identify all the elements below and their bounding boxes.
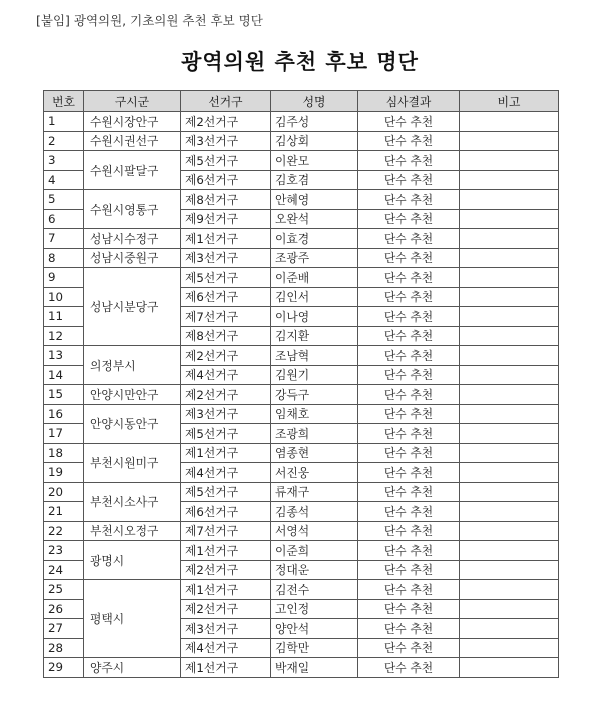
district-cell: 제6선거구 — [181, 170, 271, 190]
district-cell: 제2선거구 — [181, 112, 271, 132]
row-number: 11 — [44, 307, 84, 327]
row-number: 17 — [44, 424, 84, 444]
table-row — [44, 112, 559, 132]
candidate-name: 김원기 — [271, 365, 358, 385]
column-header-city: 구시군 — [84, 91, 181, 112]
review-result: 단수 추천 — [358, 307, 460, 327]
candidate-name: 오완석 — [271, 209, 358, 229]
note-cell — [460, 365, 559, 385]
row-number: 26 — [44, 599, 84, 619]
review-result: 단수 추천 — [358, 170, 460, 190]
table-row — [44, 248, 559, 268]
review-result: 단수 추천 — [358, 346, 460, 366]
row-number: 20 — [44, 482, 84, 502]
candidate-name: 양안석 — [271, 619, 358, 639]
review-result: 단수 추천 — [358, 658, 460, 678]
row-number: 12 — [44, 326, 84, 346]
table-row — [44, 385, 559, 405]
city-cell: 수원시권선구 — [84, 131, 181, 151]
district-cell: 제3선거구 — [181, 248, 271, 268]
city-cell: 수원시영통구 — [84, 190, 181, 229]
district-cell: 제2선거구 — [181, 346, 271, 366]
row-number: 23 — [44, 541, 84, 561]
note-cell — [460, 443, 559, 463]
row-number: 15 — [44, 385, 84, 405]
row-number: 14 — [44, 365, 84, 385]
district-cell: 제2선거구 — [181, 560, 271, 580]
review-result: 단수 추천 — [358, 229, 460, 249]
review-result: 단수 추천 — [358, 599, 460, 619]
column-header-note: 비고 — [460, 91, 559, 112]
candidate-name: 조광희 — [271, 424, 358, 444]
district-cell: 제4선거구 — [181, 365, 271, 385]
city-cell: 수원시팔달구 — [84, 151, 181, 190]
note-cell — [460, 482, 559, 502]
candidate-table — [43, 90, 559, 678]
row-number: 13 — [44, 346, 84, 366]
candidate-name: 박재일 — [271, 658, 358, 678]
note-cell — [460, 424, 559, 444]
review-result: 단수 추천 — [358, 463, 460, 483]
candidate-name: 서진웅 — [271, 463, 358, 483]
review-result: 단수 추천 — [358, 560, 460, 580]
note-cell — [460, 521, 559, 541]
review-result: 단수 추천 — [358, 365, 460, 385]
district-cell: 제3선거구 — [181, 404, 271, 424]
row-number: 7 — [44, 229, 84, 249]
row-number: 21 — [44, 502, 84, 522]
district-cell: 제8선거구 — [181, 190, 271, 210]
candidate-name: 임채호 — [271, 404, 358, 424]
note-cell — [460, 190, 559, 210]
candidate-name: 정대운 — [271, 560, 358, 580]
candidate-name: 김지환 — [271, 326, 358, 346]
row-number: 25 — [44, 580, 84, 600]
candidate-name: 서영석 — [271, 521, 358, 541]
attachment-label: [붙임] 광역의원, 기초의원 추천 후보 명단 — [36, 13, 263, 28]
document-title: 광역의원 추천 후보 명단 — [181, 49, 419, 74]
review-result: 단수 추천 — [358, 580, 460, 600]
review-result: 단수 추천 — [358, 287, 460, 307]
note-cell — [460, 502, 559, 522]
review-result: 단수 추천 — [358, 385, 460, 405]
candidate-name: 조남혁 — [271, 346, 358, 366]
table-row — [44, 229, 559, 249]
row-number: 5 — [44, 190, 84, 210]
review-result: 단수 추천 — [358, 151, 460, 171]
row-number: 9 — [44, 268, 84, 288]
review-result: 단수 추천 — [358, 443, 460, 463]
note-cell — [460, 404, 559, 424]
row-number: 4 — [44, 170, 84, 190]
review-result: 단수 추천 — [358, 190, 460, 210]
district-cell: 제9선거구 — [181, 209, 271, 229]
review-result: 단수 추천 — [358, 248, 460, 268]
table-row — [44, 482, 559, 502]
note-cell — [460, 209, 559, 229]
note-cell — [460, 638, 559, 658]
review-result: 단수 추천 — [358, 619, 460, 639]
review-result: 단수 추천 — [358, 131, 460, 151]
district-cell: 제1선거구 — [181, 541, 271, 561]
district-cell: 제3선거구 — [181, 131, 271, 151]
candidate-name: 김상회 — [271, 131, 358, 151]
column-header-result: 심사결과 — [358, 91, 460, 112]
table-row — [44, 346, 559, 366]
candidate-name: 강득구 — [271, 385, 358, 405]
city-cell: 안양시만안구 — [84, 385, 181, 405]
note-cell — [460, 580, 559, 600]
district-cell: 제8선거구 — [181, 326, 271, 346]
table-row — [44, 131, 559, 151]
candidate-name: 이준배 — [271, 268, 358, 288]
row-number: 8 — [44, 248, 84, 268]
table-row — [44, 658, 559, 678]
candidate-name: 김호겸 — [271, 170, 358, 190]
table-row — [44, 580, 559, 600]
row-number: 28 — [44, 638, 84, 658]
candidate-name: 김주성 — [271, 112, 358, 132]
candidate-name: 김전수 — [271, 580, 358, 600]
district-cell: 제6선거구 — [181, 287, 271, 307]
review-result: 단수 추천 — [358, 209, 460, 229]
candidate-name: 이준희 — [271, 541, 358, 561]
row-number: 6 — [44, 209, 84, 229]
candidate-name: 이나영 — [271, 307, 358, 327]
city-cell: 성남시중원구 — [84, 248, 181, 268]
note-cell — [460, 560, 559, 580]
review-result: 단수 추천 — [358, 482, 460, 502]
city-cell: 의정부시 — [84, 346, 181, 385]
row-number: 10 — [44, 287, 84, 307]
district-cell: 제7선거구 — [181, 307, 271, 327]
city-cell: 수원시장안구 — [84, 112, 181, 132]
table-row — [44, 404, 559, 424]
note-cell — [460, 658, 559, 678]
candidate-name: 이완모 — [271, 151, 358, 171]
table-row — [44, 151, 559, 171]
note-cell — [460, 248, 559, 268]
district-cell: 제1선거구 — [181, 658, 271, 678]
note-cell — [460, 307, 559, 327]
column-header-name: 성명 — [271, 91, 358, 112]
district-cell: 제6선거구 — [181, 502, 271, 522]
row-number: 19 — [44, 463, 84, 483]
candidate-name: 이효경 — [271, 229, 358, 249]
review-result: 단수 추천 — [358, 502, 460, 522]
city-cell: 부천시오정구 — [84, 521, 181, 541]
candidate-name: 염종현 — [271, 443, 358, 463]
note-cell — [460, 385, 559, 405]
review-result: 단수 추천 — [358, 424, 460, 444]
note-cell — [460, 170, 559, 190]
column-header-number: 번호 — [44, 91, 84, 112]
city-cell: 광명시 — [84, 541, 181, 580]
column-header-district: 선거구 — [181, 91, 271, 112]
review-result: 단수 추천 — [358, 404, 460, 424]
note-cell — [460, 326, 559, 346]
district-cell: 제1선거구 — [181, 443, 271, 463]
table-row — [44, 190, 559, 210]
city-cell: 부천시원미구 — [84, 443, 181, 482]
note-cell — [460, 599, 559, 619]
city-cell: 성남시수정구 — [84, 229, 181, 249]
row-number: 22 — [44, 521, 84, 541]
district-cell: 제5선거구 — [181, 482, 271, 502]
table-header-row — [44, 91, 559, 112]
table-row — [44, 443, 559, 463]
candidate-name: 김학만 — [271, 638, 358, 658]
table-row — [44, 541, 559, 561]
row-number: 18 — [44, 443, 84, 463]
row-number: 24 — [44, 560, 84, 580]
row-number: 27 — [44, 619, 84, 639]
candidate-name: 류재구 — [271, 482, 358, 502]
district-cell: 제5선거구 — [181, 268, 271, 288]
city-cell: 성남시분당구 — [84, 268, 181, 346]
table-row — [44, 268, 559, 288]
district-cell: 제5선거구 — [181, 151, 271, 171]
note-cell — [460, 346, 559, 366]
city-cell: 부천시소사구 — [84, 482, 181, 521]
row-number: 29 — [44, 658, 84, 678]
note-cell — [460, 463, 559, 483]
review-result: 단수 추천 — [358, 521, 460, 541]
district-cell: 제2선거구 — [181, 385, 271, 405]
note-cell — [460, 151, 559, 171]
candidate-name: 김종석 — [271, 502, 358, 522]
district-cell: 제2선거구 — [181, 599, 271, 619]
note-cell — [460, 131, 559, 151]
note-cell — [460, 619, 559, 639]
city-cell: 양주시 — [84, 658, 181, 678]
table-row — [44, 521, 559, 541]
review-result: 단수 추천 — [358, 541, 460, 561]
row-number: 1 — [44, 112, 84, 132]
note-cell — [460, 287, 559, 307]
district-cell: 제5선거구 — [181, 424, 271, 444]
candidate-name: 고인정 — [271, 599, 358, 619]
note-cell — [460, 541, 559, 561]
candidate-name: 안혜영 — [271, 190, 358, 210]
note-cell — [460, 268, 559, 288]
district-cell: 제1선거구 — [181, 580, 271, 600]
review-result: 단수 추천 — [358, 268, 460, 288]
row-number: 2 — [44, 131, 84, 151]
review-result: 단수 추천 — [358, 112, 460, 132]
note-cell — [460, 112, 559, 132]
note-cell — [460, 229, 559, 249]
candidate-name: 김인서 — [271, 287, 358, 307]
city-cell: 안양시동안구 — [84, 404, 181, 443]
review-result: 단수 추천 — [358, 638, 460, 658]
district-cell: 제1선거구 — [181, 229, 271, 249]
candidate-name: 조광주 — [271, 248, 358, 268]
district-cell: 제4선거구 — [181, 638, 271, 658]
district-cell: 제7선거구 — [181, 521, 271, 541]
row-number: 16 — [44, 404, 84, 424]
district-cell: 제3선거구 — [181, 619, 271, 639]
row-number: 3 — [44, 151, 84, 171]
review-result: 단수 추천 — [358, 326, 460, 346]
city-cell: 평택시 — [84, 580, 181, 658]
district-cell: 제4선거구 — [181, 463, 271, 483]
